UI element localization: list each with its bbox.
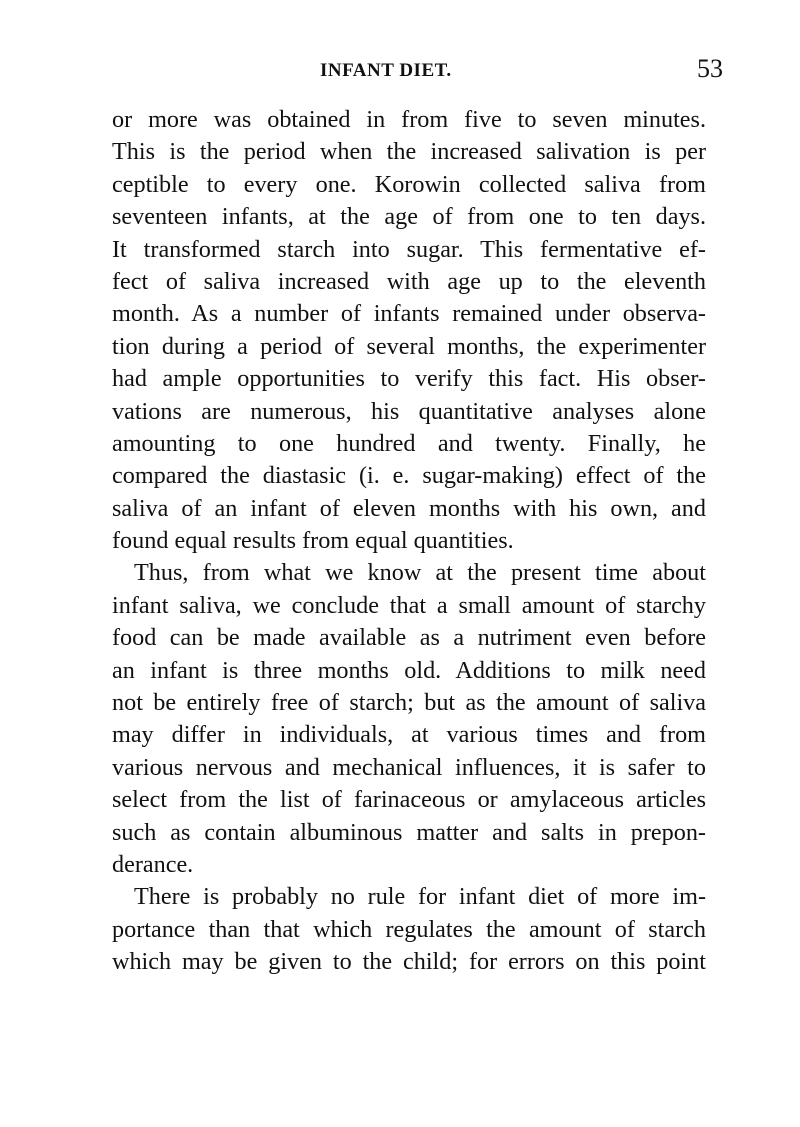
running-head [0, 54, 800, 86]
text-line: fect of saliva increased with age up to the eleventh [112, 267, 706, 295]
text-line: such as contain albuminous matter and salts in prepon- [112, 818, 706, 846]
text-line: found equal results from equal quantities. [112, 527, 514, 555]
text-line: There is probably no rule for infant diet of more im- [134, 883, 706, 911]
text-line: not be entirely free of starch; but as the amount of saliva [112, 689, 706, 717]
text-line: which may be given to the child; for errors on this point [112, 948, 706, 976]
body-text [112, 104, 706, 979]
text-line: had ample opportunities to verify this fact. His obser- [112, 365, 706, 393]
paragraph [112, 881, 706, 978]
text-line: saliva of an infant of eleven months with his own, and [112, 494, 706, 522]
paragraph [112, 104, 706, 557]
text-line: month. As a number of infants remained under observa- [112, 300, 706, 328]
text-line: seventeen infants, at the age of from one to ten days. [112, 203, 706, 231]
text-line: portance than that which regulates the amount of starch [112, 915, 706, 943]
text-line: an infant is three months old. Additions to milk need [112, 656, 706, 684]
text-line: infant saliva, we conclude that a small amount of starchy [112, 591, 706, 619]
page-number: 53 [697, 54, 723, 83]
text-line: tion during a period of several months, the experimenter [112, 332, 706, 360]
text-line: vations are numerous, his quantitative analyses alone [112, 397, 706, 425]
text-line: select from the list of farinaceous or amylaceous articles [112, 786, 706, 814]
text-line: Thus, from what we know at the present time about [134, 559, 706, 587]
text-line: ceptible to every one. Korowin collected saliva from [112, 170, 706, 198]
text-line: It transformed starch into sugar. This fermentative ef- [112, 235, 706, 263]
text-line: food can be made available as a nutriment even before [112, 624, 706, 652]
text-line: various nervous and mechanical influences, it is safer to [112, 753, 706, 781]
paragraph [112, 557, 706, 881]
running-head-title: INFANT DIET. [320, 60, 452, 81]
text-line: or more was obtained in from five to seven minutes. [112, 106, 706, 133]
text-line: This is the period when the increased salivation is per [112, 138, 706, 166]
text-line: derance. [112, 850, 194, 878]
text-line: may differ in individuals, at various times and from [112, 721, 706, 749]
text-line: amounting to one hundred and twenty. Finally, he [112, 429, 706, 457]
text-line: compared the diastasic (i. e. sugar-making) effect of the [112, 462, 706, 490]
